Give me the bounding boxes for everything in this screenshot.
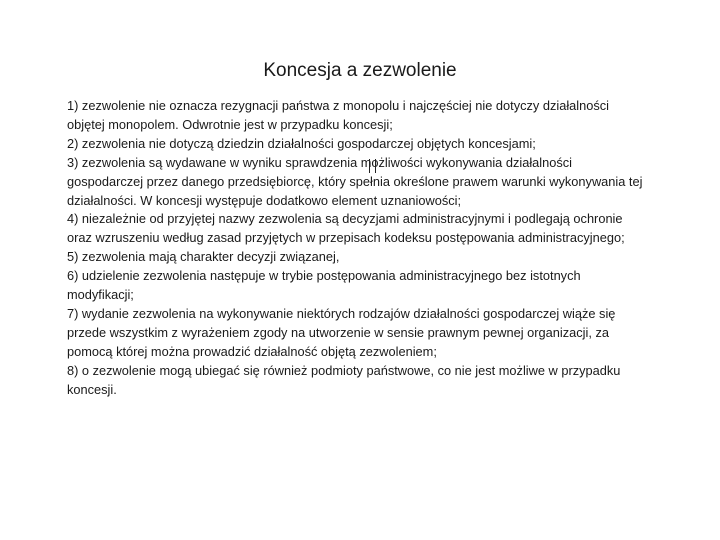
- text-cursor-icon: [369, 159, 376, 173]
- point-2: 2) zezwolenia nie dotyczą dziedzin działalności gospodarczej objętych koncesjami;: [67, 135, 536, 151]
- point-5: 5) zezwolenia mają charakter decyzji związanej,: [67, 249, 340, 265]
- point-6: 6) udzielenie zezwolenia następuje w trybie postępowania administracyjnego bez istotnych modyfikacji;: [67, 268, 581, 303]
- point-4: 4) niezależnie od przyjętej nazwy zezwolenia są decyzjami administracyjnymi i podlegają ochronie oraz wzruszeniu według zasad przyjętych w przepisach kodeksu postępowania administracyjnego;: [67, 211, 625, 246]
- point-1: 1) zezwolenie nie oznacza rezygnacji państwa z monopolu i najczęściej nie dotyczy działalności objętej monopolem. Odwrotnie jest w przypadku koncesji;: [67, 98, 610, 132]
- point-8: 8) o zezwolenie mogą ubiegać się również podmioty państwowe, co nie jest możliwe w przypadku koncesji.: [67, 362, 621, 397]
- slide-title: Koncesja a zezwolenie: [263, 60, 457, 81]
- point-7: 7) wydanie zezwolenia na wykonywanie niektórych rodzajów działalności gospodarczej wiąże się przede wszystkim z wyrażeniem zgody na utworzenie w sensie prawnym pewnej organizacji, za pomocą której można prowadzić działalność objętą zezwoleniem;: [67, 305, 616, 359]
- point-3: 3) zezwolenia są wydawane w wyniku sprawdzenia możliwości wykonywania działalności gospodarczej przez danego przedsiębiorcę, który spełnia określone prawem warunki wykonywania tej działalności. W koncesji występuje dodatkowo element uznaniowości;: [67, 154, 643, 208]
- slide-body: [67, 97, 647, 400]
